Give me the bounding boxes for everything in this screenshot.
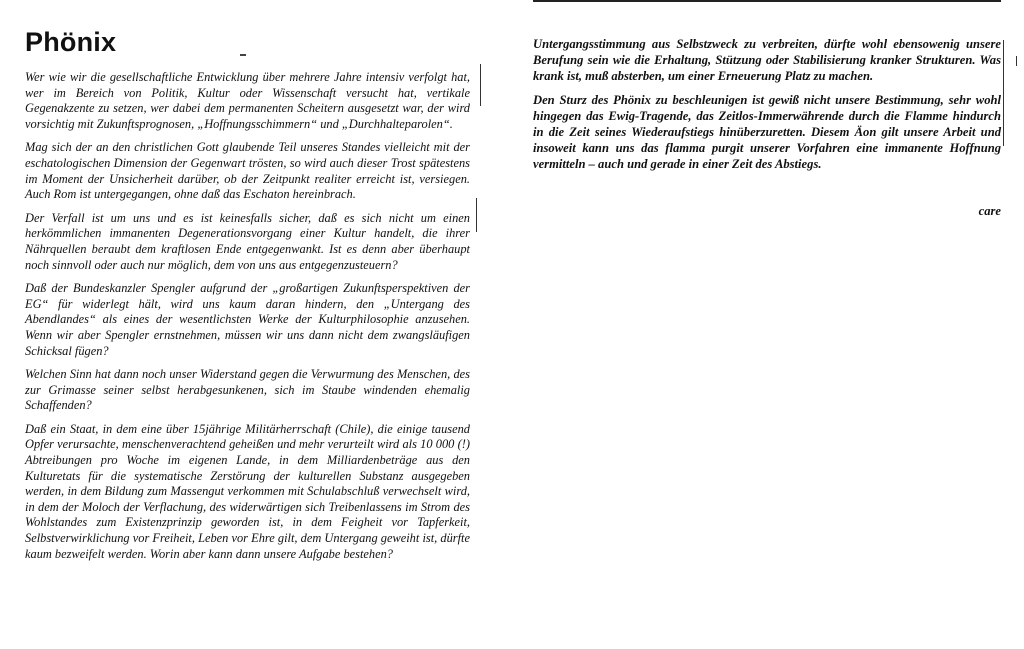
scan-mark <box>240 54 246 56</box>
paragraph-6: Daß ein Staat, in dem eine über 15jährige Militärherrschaft (Chile), die einige tausend Opfer verursachte, menschenverachtend geheißen und mehr verurteilt wird als 10 000 (!) Abtreibungen pro Woche im eigenen Lande, in dem Milliardenbeträge aus den Kulturetats für die systematische Zerstörung der kulturellen Substanz ausgegeben werden, in dem Bildung zum Massengut verkommen mit Schulabschluß verwechselt wird, in dem der Moloch der Verflachung, des widerwärtigen sich Treibenlassens im Strom des Wohlstandes zum Existenzprinzip geworden ist, in dem Feigheit vor Tapferkeit, Selbstverwirklichung vor Freiheit, Leben vor Ehre gilt, dem Untergang geweiht ist, dürfte kaum bezweifelt werden. Worin aber kann dann unsere Aufgabe bestehen? <box>25 421 470 561</box>
margin-line <box>476 198 477 232</box>
top-rule <box>533 0 1001 2</box>
paragraph-1: Wer wie wir die gesellschaftliche Entwicklung über mehrere Jahre intensiv verfolgt hat, wer im Bereich von Politik, Kultur oder Wissenschaft versucht hat, vertikale Gegenakzente zu setzen, wer dabei dem permanenten Scheitern ausgesetzt war, der wird vorsichtig mit Zukunftsprognosen, „Hoffnungsschimmern“ und „Durchhalteparolen“. <box>25 70 470 131</box>
article-title: Phönix <box>25 27 117 57</box>
paragraph-5: Welchen Sinn hat dann noch unser Widerstand gegen die Verwurmung des Menschen, des zur Grimasse seiner selbst herabgesunkenen, sich im Staube windenden ehemalig Schaffenden? <box>25 367 470 413</box>
paragraph-3: Der Verfall ist um uns und es ist keinesfalls sicher, daß es sich nicht um einen herkömmlichen immanenten Degenerationsvorgang einer Kultur handelt, die ihrer Nährquellen beraubt dem kraftlosen Ende entgegenwankt. Ist es denn aber überhaupt noch sinnvoll oder auch nur möglich, dem von uns aus entgegenzusteuern? <box>25 210 470 272</box>
margin-line <box>1016 56 1017 66</box>
margin-line <box>1003 40 1004 146</box>
paragraph-7: Untergangsstimmung aus Selbstzweck zu verbreiten, dürfte wohl ebensowenig unsere Berufung sein wie die Erhaltung, Stützung oder Stabilisierung kranker Strukturen. Was krank ist, muß absterben, um einer Erneuerung Platz zu machen. <box>533 37 1001 83</box>
paragraph-4: Daß der Bundeskanzler Spengler aufgrund der „großartigen Zukunftsperspektiven der EG“ für widerlegt hält, wird uns kaum daran hindern, den „Untergang des Abendlandes“ als eines der wesentlichsten Werke der Kulturphilosophie anzusehen. Wenn wir aber Spengler ernstnehmen, müssen wir uns dann nicht dem zwangsläufigen Schicksal fügen? <box>25 281 470 358</box>
author-signature: care <box>978 204 1001 218</box>
margin-line <box>480 64 481 106</box>
left-column <box>25 20 470 570</box>
paragraph-2: Mag sich der an den christlichen Gott glaubende Teil unseres Standes vielleicht mit der eschatologischen Dimension der Gegenwart trösten, so wird auch dieser Trost spätestens im Moment der Unsicherheit darüber, ob der Zeitpunkt realiter erreicht ist, versiegen. Auch Rom ist untergegangen, ohne daß das Eschaton hereinbrach. <box>25 140 470 202</box>
right-column <box>533 36 1001 180</box>
paragraph-8: Den Sturz des Phönix zu beschleunigen ist gewiß nicht unsere Bestimmung, sehr wohl hingegen das Ewig-Tragende, das Zeitlos-Immerwährende durch die Flamme hindurch in die Zeit seines Wiederaufstiegs hinüberzuretten. Diesem Äon gilt unsere Arbeit und insoweit kann uns das flamma purgit unserer Vorfahren eine immanente Hoffnung vermitteln – auch und gerade in einer Zeit des Abstiegs. <box>533 93 1001 171</box>
